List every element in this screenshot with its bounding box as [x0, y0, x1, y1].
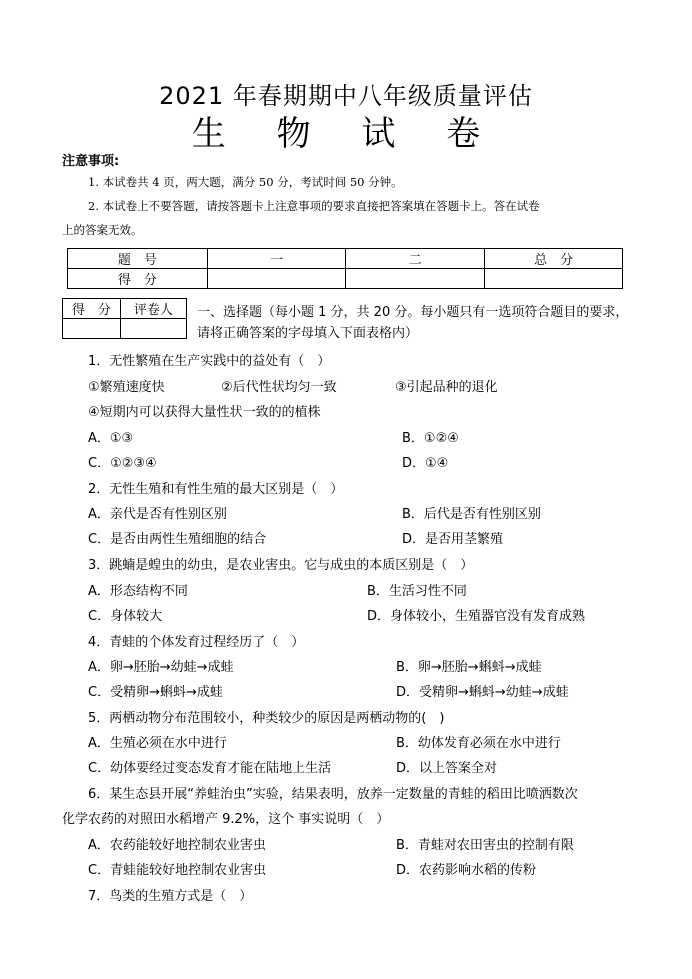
grader-score-label: 得 分 [63, 299, 121, 319]
question-3-stem: 3．跳蝻是蝗虫的幼虫，是农业害虫。它与成虫的本质区别是（ ） [88, 558, 474, 573]
question-1-stem: 1．无性繁殖在生产实践中的益处有（ ） [88, 354, 331, 369]
q6-option-d: D．农药影响水稻的传粉 [396, 863, 537, 878]
score-table-cell: 题 号 [68, 249, 208, 269]
q5-option-a: A．生殖必须在水中进行 [88, 736, 227, 751]
question-5-stem: 5．两栖动物分布范围较小，种类较少的原因是两栖动物的( ) [88, 711, 445, 726]
note-item-2: 2. 本试卷上不要答题，请按答题卡上注意事项的要求直接把答案填在答题卡上。答在试卷 [88, 199, 540, 213]
note-item-1: 1. 本试卷共 4 页，两大题，满分 50 分，考试时间 50 分钟。 [88, 175, 403, 189]
q2-option-d: D．是否用茎繁殖 [402, 532, 504, 547]
question-2-stem: 2．无性生殖和有性生殖的最大区别是（ ） [88, 482, 344, 497]
q5-option-c: C．幼体要经过变态发育才能在陆地上生活 [88, 761, 332, 776]
q2-option-c: C．是否由两性生殖细胞的结合 [88, 532, 267, 547]
q6-option-a: A．农药能较好地控制农业害虫 [88, 838, 266, 853]
q1-option-a: A．①③ [88, 431, 134, 446]
score-blank-cell [207, 269, 346, 289]
question-6-stem-continued: 化学农药的对照田水稻增产 9.2%，这个 事实说明（ ） [62, 812, 390, 827]
q4-option-b: B．卵→胚胎→蝌蚪→成蛙 [396, 660, 542, 675]
grader-table [62, 298, 187, 339]
exam-title: 2021 年春期期中八年级质量评估 [159, 82, 533, 110]
q4-option-a: A．卵→胚胎→幼蛙→成蛙 [88, 660, 234, 675]
q3-option-b: B．生活习性不同 [367, 584, 467, 599]
q1-statement-2: ②后代性状均匀一致 [221, 380, 337, 395]
question-4-stem: 4．青蛙的个体发育过程经历了（ ） [88, 635, 305, 650]
q2-option-a: A．亲代是否有性别区别 [88, 507, 227, 522]
note-item-2-continued: 上的答案无效。 [62, 223, 143, 237]
score-table-header-row [68, 249, 623, 269]
question-6-stem: 6．某生态县开展“养蛙治虫”实验，结果表明，放养一定数量的青蛙的稻田比喷洒数次 [88, 787, 578, 802]
q4-option-d: D．受精卵→蝌蚪→幼蛙→成蛙 [396, 685, 569, 700]
grader-blank-cell [120, 319, 186, 339]
q1-option-c: C．①②③④ [88, 456, 157, 471]
question-7-stem: 7．鸟类的生殖方式是（ ） [88, 889, 253, 904]
grader-blank-cell [63, 319, 121, 339]
score-table-score-row [68, 269, 623, 289]
score-table-cell: 一 [207, 249, 346, 269]
grader-name-label: 评卷人 [120, 299, 186, 319]
q1-option-d: D．①④ [402, 456, 449, 471]
q2-option-b: B．后代是否有性别区别 [402, 507, 541, 522]
section-one-intro: 一、选择题（每小题 1 分，共 20 分。每小题只有一选项符合题目的要求，请将正确答案的字母填入下面表格内） [197, 305, 629, 341]
q6-option-c: C．青蛙能较好地控制农业害虫 [88, 863, 267, 878]
score-blank-cell [485, 269, 623, 289]
notes-heading: 注意事项: [62, 154, 120, 169]
q1-statement-3: ③引起品种的退化 [395, 380, 498, 395]
score-table-cell: 总 分 [485, 249, 623, 269]
q6-option-b: B．青蛙对农田害虫的控制有限 [396, 838, 574, 853]
score-table-cell: 得 分 [68, 269, 208, 289]
q1-statement-4: ④短期内可以获得大量性状一致的的植株 [88, 405, 321, 420]
q3-option-c: C．身体较大 [88, 609, 163, 624]
exam-subject-title: 生 物 试 卷 [191, 114, 501, 154]
score-blank-cell [346, 269, 485, 289]
q3-option-a: A．形态结构不同 [88, 584, 188, 599]
q5-option-b: B．幼体发育必须在水中进行 [396, 736, 561, 751]
q1-option-b: B．①②④ [402, 431, 459, 446]
q5-option-d: D．以上答案全对 [396, 761, 498, 776]
q3-option-d: D．身体较小，生殖器官没有发育成熟 [367, 609, 586, 624]
q1-statement-1: ①繁殖速度快 [88, 380, 165, 395]
score-table [67, 248, 623, 289]
score-table-cell: 二 [346, 249, 485, 269]
q4-option-c: C．受精卵→蝌蚪→成蛙 [88, 685, 223, 700]
